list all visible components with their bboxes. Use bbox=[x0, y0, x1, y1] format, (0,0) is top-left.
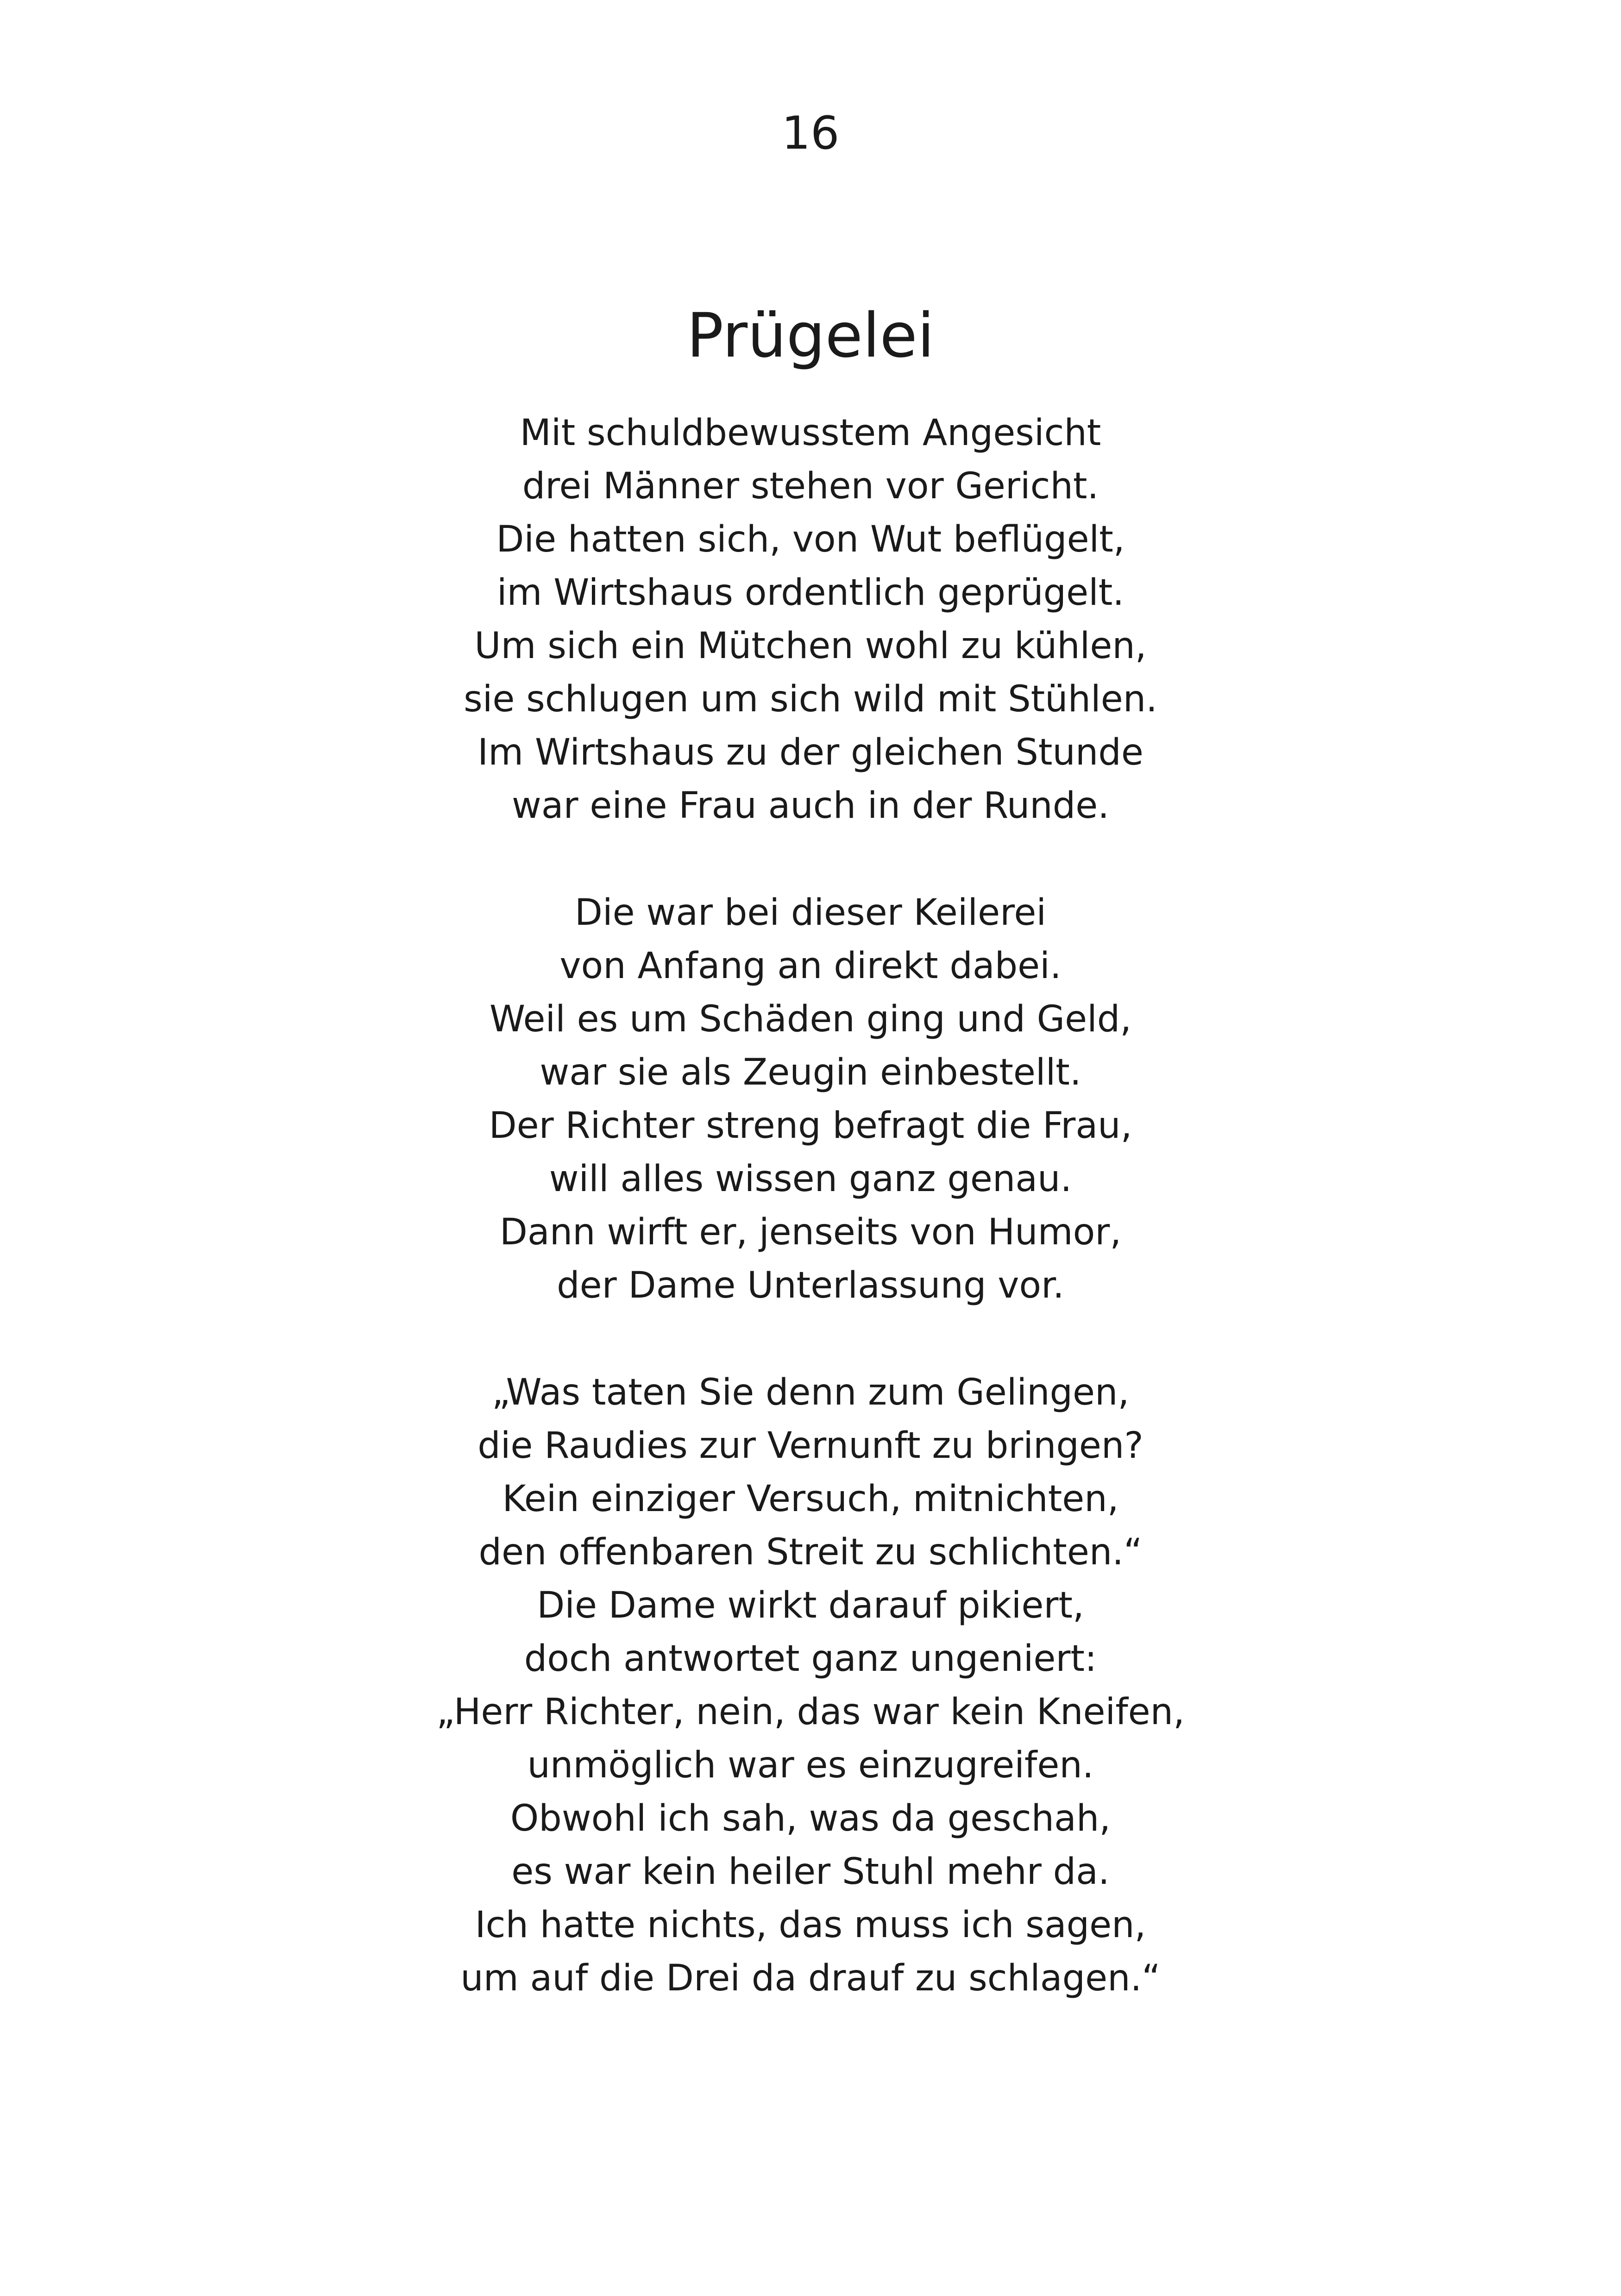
poem-line: es war kein heiler Stuhl mehr da. bbox=[511, 1851, 1110, 1893]
poem-line: war eine Frau auch in der Runde. bbox=[511, 785, 1110, 827]
poem-line: Der Richter streng befragt die Frau, bbox=[489, 1105, 1132, 1147]
poem-line: will alles wissen ganz genau. bbox=[549, 1158, 1072, 1200]
poem-line: drei Männer stehen vor Gericht. bbox=[522, 465, 1099, 507]
stanza-1 bbox=[0, 407, 1621, 833]
poem-line: um auf die Drei da drauf zu schlagen.“ bbox=[460, 1957, 1161, 1999]
poem-line: von Anfang an direkt dabei. bbox=[559, 945, 1062, 987]
poem-line: Ich hatte nichts, das muss ich sagen, bbox=[475, 1904, 1146, 1946]
poem-line: „Was taten Sie denn zum Gelingen, bbox=[491, 1372, 1130, 1413]
stanza-2 bbox=[0, 886, 1621, 1312]
poem-line: die Raudies zur Vernunft zu bringen? bbox=[478, 1425, 1143, 1467]
poem-line: Dann wirft er, jenseits von Humor, bbox=[499, 1211, 1122, 1253]
poem-line: Um sich ein Mütchen wohl zu kühlen, bbox=[474, 625, 1147, 667]
poem-line: unmöglich war es einzugreifen. bbox=[527, 1744, 1094, 1786]
poem-line: im Wirtshaus ordentlich geprügelt. bbox=[496, 572, 1125, 614]
poem-line: den offenbaren Streit zu schlichten.“ bbox=[478, 1531, 1143, 1573]
poem-body bbox=[0, 407, 1621, 2059]
poem-line: war sie als Zeugin einbestellt. bbox=[540, 1052, 1081, 1093]
poem-line: Kein einziger Versuch, mitnichten, bbox=[502, 1478, 1119, 1520]
poem-line: „Herr Richter, nein, das war kein Kneifen, bbox=[436, 1691, 1185, 1733]
page-number: 16 bbox=[781, 107, 840, 160]
poem-line: Obwohl ich sah, was da geschah, bbox=[510, 1798, 1111, 1839]
poem-line: Weil es um Schäden ging und Geld, bbox=[489, 998, 1132, 1040]
poem-line: der Dame Unterlassung vor. bbox=[557, 1265, 1064, 1306]
poem-line: Mit schuldbewusstem Angesicht bbox=[520, 412, 1101, 454]
poem-line: Die war bei dieser Keilerei bbox=[574, 892, 1047, 934]
poem-line: Die Dame wirkt darauf pikiert, bbox=[537, 1585, 1084, 1626]
poem-title: Prügelei bbox=[686, 300, 935, 371]
poem-line: sie schlugen um sich wild mit Stühlen. bbox=[464, 678, 1157, 720]
stanza-3 bbox=[0, 1366, 1621, 2005]
poem-line: Im Wirtshaus zu der gleichen Stunde bbox=[478, 732, 1143, 773]
poem-line: doch antwortet ganz ungeniert: bbox=[524, 1638, 1097, 1680]
poem-line: Die hatten sich, von Wut beflügelt, bbox=[496, 519, 1125, 560]
